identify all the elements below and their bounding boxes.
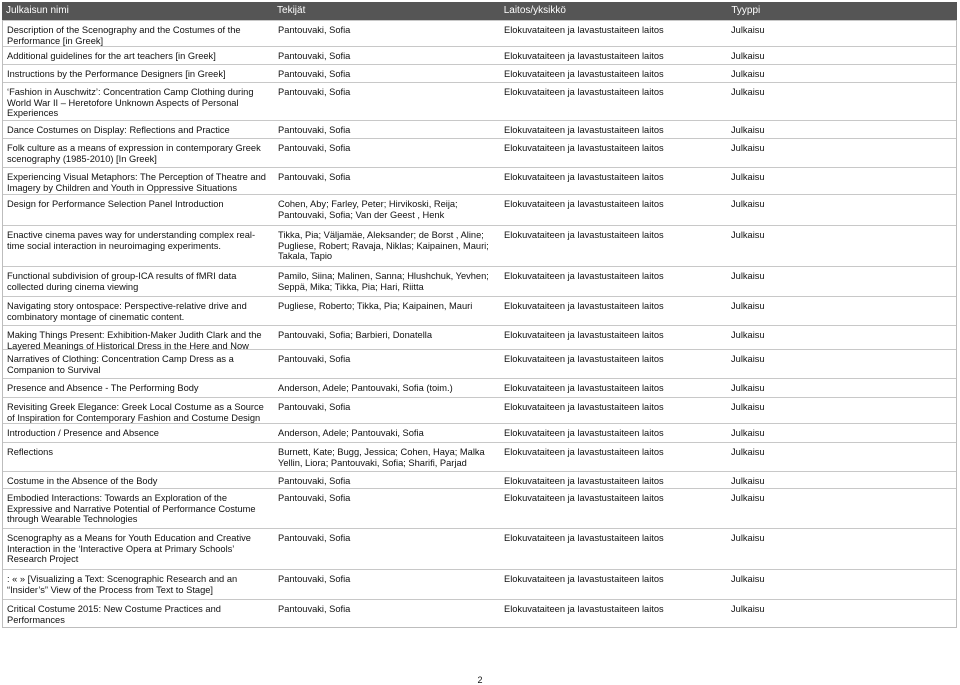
cell-unit: Elokuvataiteen ja lavastustaiteen laitos bbox=[504, 428, 664, 438]
cell-type: Julkaisu bbox=[731, 69, 765, 79]
cell-authors: Tikka, Pia; Väljamäe, Aleksander; de Borst , Aline; Pugliese, Robert; Ravaja, Niklas; Kaipainen, Mauri; Takala, Tapio bbox=[278, 230, 489, 262]
cell-unit: Elokuvataiteen ja lavastustaiteen laitos bbox=[504, 604, 664, 614]
cell-title: Design for Performance Selection Panel Introduction bbox=[7, 199, 224, 209]
header-title: Julkaisun nimi bbox=[6, 5, 69, 16]
cell-authors: Pantouvaki, Sofia bbox=[278, 493, 351, 503]
cell-unit: Elokuvataiteen ja lavastustaiteen laitos bbox=[504, 230, 664, 240]
cell-unit: Elokuvataiteen ja lavastustaiteen laitos bbox=[504, 301, 664, 311]
cell-type: Julkaisu bbox=[731, 574, 765, 584]
cell-authors: Pantouvaki, Sofia bbox=[278, 51, 351, 61]
table-row bbox=[3, 528, 956, 569]
cell-title: ‘Fashion in Auschwitz’: Concentration Camp Clothing during World War II – Heretofore Unknown Aspects of Personal Experiences bbox=[7, 87, 254, 119]
table-row bbox=[3, 120, 956, 138]
cell-unit: Elokuvataiteen ja lavastustaiteen laitos bbox=[504, 25, 664, 35]
cell-unit: Elokuvataiteen ja lavastustaiteen laitos bbox=[504, 402, 664, 412]
cell-title: Embodied Interactions: Towards an Exploration of the Expressive and Narrative Potential of Performance Costume through Wearable Technologies bbox=[7, 493, 256, 525]
cell-title: Revisiting Greek Elegance: Greek Local Costume as a Source of Inspiration for Contemporary Fashion and Costume Design bbox=[7, 402, 264, 423]
cell-authors: Pantouvaki, Sofia bbox=[278, 172, 351, 182]
cell-authors: Pantouvaki, Sofia bbox=[278, 143, 351, 153]
cell-authors: Pantouvaki, Sofia bbox=[278, 476, 351, 486]
cell-authors: Pantouvaki, Sofia bbox=[278, 87, 351, 97]
cell-type: Julkaisu bbox=[731, 87, 765, 97]
cell-unit: Elokuvataiteen ja lavastustaiteen laitos bbox=[504, 51, 664, 61]
cell-unit: Elokuvataiteen ja lavastustaiteen laitos bbox=[504, 271, 664, 281]
cell-type: Julkaisu bbox=[731, 447, 765, 457]
table-row bbox=[3, 138, 956, 167]
cell-unit: Elokuvataiteen ja lavastustaiteen laitos bbox=[504, 143, 664, 153]
cell-authors: Pantouvaki, Sofia bbox=[278, 574, 351, 584]
cell-unit: Elokuvataiteen ja lavastustaiteen laitos bbox=[504, 69, 664, 79]
cell-title: Reflections bbox=[7, 447, 53, 457]
table-row bbox=[3, 46, 956, 64]
cell-title: Making Things Present: Exhibition-Maker Judith Clark and the Layered Meanings of Historical Dress in the Here and Now bbox=[7, 330, 262, 351]
cell-title: Presence and Absence - The Performing Body bbox=[7, 383, 199, 393]
cell-type: Julkaisu bbox=[731, 199, 765, 209]
cell-type: Julkaisu bbox=[731, 230, 765, 240]
cell-title: Functional subdivision of group-ICA results of fMRI data collected during cinema viewing bbox=[7, 271, 237, 292]
page-number: 2 bbox=[477, 675, 483, 685]
table-row bbox=[3, 325, 956, 349]
header-authors: Tekijät bbox=[277, 5, 306, 16]
cell-unit: Elokuvataiteen ja lavastustaiteen laitos bbox=[504, 533, 664, 543]
cell-title: : « » [Visualizing a Text: Scenographic Research and an “Insider’s” View of the Process from Text to Stage] bbox=[7, 574, 238, 595]
cell-authors: Pantouvaki, Sofia bbox=[278, 125, 351, 135]
cell-authors: Pantouvaki, Sofia bbox=[278, 533, 351, 543]
table-row bbox=[3, 423, 956, 442]
cell-type: Julkaisu bbox=[731, 301, 765, 311]
publication-table bbox=[2, 2, 957, 628]
cell-type: Julkaisu bbox=[731, 125, 765, 135]
table-row bbox=[3, 225, 956, 266]
cell-title: Critical Costume 2015: New Costume Practices and Performances bbox=[7, 604, 221, 625]
cell-unit: Elokuvataiteen ja lavastustaiteen laitos bbox=[504, 330, 664, 340]
cell-authors: Pantouvaki, Sofia bbox=[278, 604, 351, 614]
table-row bbox=[3, 82, 956, 120]
table-row bbox=[3, 296, 956, 325]
table-row bbox=[3, 167, 956, 194]
table-row bbox=[3, 64, 956, 82]
cell-unit: Elokuvataiteen ja lavastustaiteen laitos bbox=[504, 447, 664, 457]
header-unit: Laitos/yksikkö bbox=[503, 5, 566, 16]
cell-title: Dance Costumes on Display: Reflections and Practice bbox=[7, 125, 230, 135]
cell-unit: Elokuvataiteen ja lavastustaiteen laitos bbox=[504, 125, 664, 135]
table-row bbox=[3, 397, 956, 423]
cell-title: Introduction / Presence and Absence bbox=[7, 428, 159, 438]
cell-authors: Anderson, Adele; Pantouvaki, Sofia (toim.) bbox=[278, 383, 453, 393]
header-type: Tyyppi bbox=[731, 5, 761, 16]
cell-authors: Pantouvaki, Sofia bbox=[278, 69, 351, 79]
cell-authors: Pugliese, Roberto; Tikka, Pia; Kaipainen, Mauri bbox=[278, 301, 473, 311]
cell-authors: Anderson, Adele; Pantouvaki, Sofia bbox=[278, 428, 424, 438]
cell-type: Julkaisu bbox=[731, 143, 765, 153]
table-body bbox=[2, 20, 957, 628]
cell-type: Julkaisu bbox=[731, 25, 765, 35]
cell-unit: Elokuvataiteen ja lavastustaiteen laitos bbox=[504, 574, 664, 584]
cell-type: Julkaisu bbox=[731, 383, 765, 393]
cell-type: Julkaisu bbox=[731, 51, 765, 61]
cell-authors: Pantouvaki, Sofia; Barbieri, Donatella bbox=[278, 330, 433, 340]
table-row bbox=[3, 599, 956, 627]
table-row bbox=[3, 349, 956, 378]
cell-unit: Elokuvataiteen ja lavastustaiteen laitos bbox=[504, 172, 664, 182]
cell-type: Julkaisu bbox=[731, 428, 765, 438]
cell-title: Navigating story ontospace: Perspective-relative drive and combinatory montage of cinematic content. bbox=[7, 301, 247, 322]
cell-title: Additional guidelines for the art teachers [in Greek] bbox=[7, 51, 216, 61]
cell-title: Instructions by the Performance Designers [in Greek] bbox=[7, 69, 226, 79]
cell-authors: Pamilo, Siina; Malinen, Sanna; Hlushchuk, Yevhen; Seppä, Mika; Tikka, Pia; Hari, Riitta bbox=[278, 271, 489, 292]
table-row bbox=[3, 442, 956, 471]
cell-type: Julkaisu bbox=[731, 493, 765, 503]
cell-type: Julkaisu bbox=[731, 402, 765, 412]
cell-title: Folk culture as a means of expression in contemporary Greek scenography (1985-2010) [In Greek] bbox=[7, 143, 261, 164]
table-row bbox=[3, 378, 956, 397]
cell-type: Julkaisu bbox=[731, 172, 765, 182]
cell-title: Experiencing Visual Metaphors: The Perception of Theatre and Imagery by Children and Youth in Oppressive Situations bbox=[7, 172, 266, 193]
cell-authors: Cohen, Aby; Farley, Peter; Hirvikoski, Reija; Pantouvaki, Sofia; Van der Geest , Henk bbox=[278, 199, 458, 220]
cell-unit: Elokuvataiteen ja lavastustaiteen laitos bbox=[504, 493, 664, 503]
cell-unit: Elokuvataiteen ja lavastustaiteen laitos bbox=[504, 383, 664, 393]
cell-unit: Elokuvataiteen ja lavastustaiteen laitos bbox=[504, 87, 664, 97]
table-row bbox=[3, 266, 956, 296]
cell-type: Julkaisu bbox=[731, 604, 765, 614]
cell-authors: Pantouvaki, Sofia bbox=[278, 402, 351, 412]
cell-title: Narratives of Clothing: Concentration Camp Dress as a Companion to Survival bbox=[7, 354, 234, 375]
cell-type: Julkaisu bbox=[731, 533, 765, 543]
cell-title: Scenography as a Means for Youth Education and Creative Interaction in the ‘Interactive Opera at Primary Schools’ Research Project bbox=[7, 533, 251, 565]
cell-unit: Elokuvataiteen ja lavastustaiteen laitos bbox=[504, 476, 664, 486]
cell-type: Julkaisu bbox=[731, 330, 765, 340]
table-row bbox=[3, 488, 956, 528]
cell-authors: Burnett, Kate; Bugg, Jessica; Cohen, Haya; Malka Yellin, Liora; Pantouvaki, Sofia; Sharifi, Parjad bbox=[278, 447, 485, 468]
cell-type: Julkaisu bbox=[731, 354, 765, 364]
cell-authors: Pantouvaki, Sofia bbox=[278, 354, 351, 364]
cell-title: Enactive cinema paves way for understanding complex real-time social interaction in neuroimaging experiments. bbox=[7, 230, 256, 251]
cell-title: Description of the Scenography and the Costumes of the Performance [in Greek] bbox=[7, 25, 241, 46]
cell-unit: Elokuvataiteen ja lavastustaiteen laitos bbox=[504, 354, 664, 364]
table-row bbox=[3, 569, 956, 599]
table-row bbox=[3, 20, 956, 46]
table-row bbox=[3, 471, 956, 488]
table-row bbox=[3, 194, 956, 225]
cell-type: Julkaisu bbox=[731, 271, 765, 281]
cell-unit: Elokuvataiteen ja lavastustaiteen laitos bbox=[504, 199, 664, 209]
cell-type: Julkaisu bbox=[731, 476, 765, 486]
cell-authors: Pantouvaki, Sofia bbox=[278, 25, 351, 35]
table-header bbox=[2, 2, 957, 20]
cell-title: Costume in the Absence of the Body bbox=[7, 476, 158, 486]
